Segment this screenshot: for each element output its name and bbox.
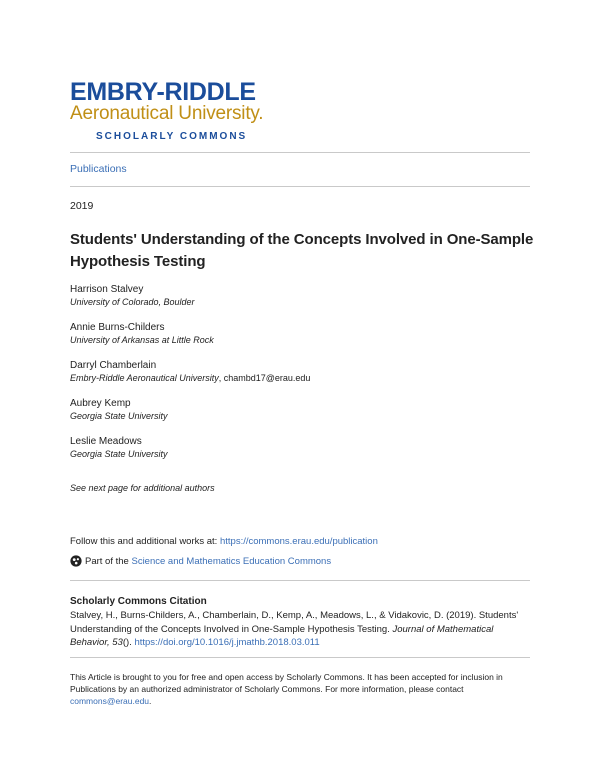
author-affiliation — [70, 296, 530, 308]
citation-text — [70, 609, 535, 650]
citation-heading: Scholarly Commons Citation — [70, 596, 207, 607]
access-notice — [70, 671, 535, 707]
part-of-line — [70, 555, 331, 567]
logo-sub-text: Aeronautical University. — [70, 103, 264, 124]
author-affiliation — [70, 372, 530, 384]
part-of-prefix: Part of the — [85, 555, 129, 567]
publication-year: 2019 — [70, 200, 94, 212]
divider-publications — [70, 186, 530, 187]
article-title: Students' Understanding of the Concepts Involved in One-Sample Hypothesis Testing — [70, 231, 534, 270]
additional-authors-note: See next page for additional authors — [70, 483, 215, 493]
citation-body: Stalvey, H., Burns-Childers, A., Chamberlain, D., Kemp, A., Meadows, L., & Vidakovic, D. (2019). Students' Understanding of the Concepts Involved in One-Sample Hypothesis Testing. — [70, 610, 519, 635]
divider-top — [70, 152, 530, 153]
affiliation-name: Georgia State University — [70, 449, 168, 459]
logo-scholarly-commons-text: SCHOLARLY COMMONS — [96, 131, 248, 142]
affiliation-name: Georgia State University — [70, 411, 168, 421]
author-list — [70, 283, 530, 473]
publications-link[interactable]: Publications — [70, 163, 127, 175]
author-entry — [70, 321, 530, 346]
follow-prefix: Follow this and additional works at: — [70, 536, 220, 547]
author-name: Annie Burns-Childers — [70, 322, 165, 333]
logo-main-text: EMBRY-RIDDLE — [70, 78, 256, 106]
commons-discipline-link[interactable]: Science and Mathematics Education Commons — [131, 555, 332, 567]
citation-issue: (). — [122, 637, 135, 648]
follow-link[interactable]: https://commons.erau.edu/publication — [219, 536, 378, 547]
network-icon — [70, 555, 82, 567]
affiliation-name: University of Arkansas at Little Rock — [70, 335, 214, 345]
citation-journal: Journal of Mathematical Behavior, 53 — [70, 623, 494, 648]
author-entry — [70, 359, 530, 384]
author-name: Darryl Chamberlain — [70, 360, 157, 371]
author-name: Aubrey Kemp — [70, 398, 131, 409]
author-entry — [70, 397, 530, 422]
notice-end: . — [149, 696, 152, 706]
embry-riddle-logo — [70, 80, 290, 142]
contact-email-link[interactable]: commons@erau.edu — [70, 696, 150, 706]
author-entry — [70, 435, 530, 460]
divider-citation — [70, 580, 530, 581]
author-name: Leslie Meadows — [70, 436, 142, 447]
notice-text: This Article is brought to you for free and open access by Scholarly Commons. It has been accepted for inclusion in Publications by an authorized administrator of Scholarly Commons. For more information, please contact — [70, 672, 503, 694]
affiliation-name: University of Colorado, Boulder — [70, 297, 195, 307]
author-email: , chambd17@erau.edu — [218, 373, 311, 383]
divider-notice — [70, 657, 530, 658]
author-affiliation — [70, 448, 530, 460]
follow-line — [70, 536, 378, 547]
author-name: Harrison Stalvey — [70, 284, 144, 295]
affiliation-name: Embry-Riddle Aeronautical University — [70, 373, 219, 383]
doi-link[interactable]: https://doi.org/10.1016/j.jmathb.2018.03.011 — [134, 637, 320, 648]
author-affiliation — [70, 410, 530, 422]
author-entry — [70, 283, 530, 308]
author-affiliation — [70, 334, 530, 346]
